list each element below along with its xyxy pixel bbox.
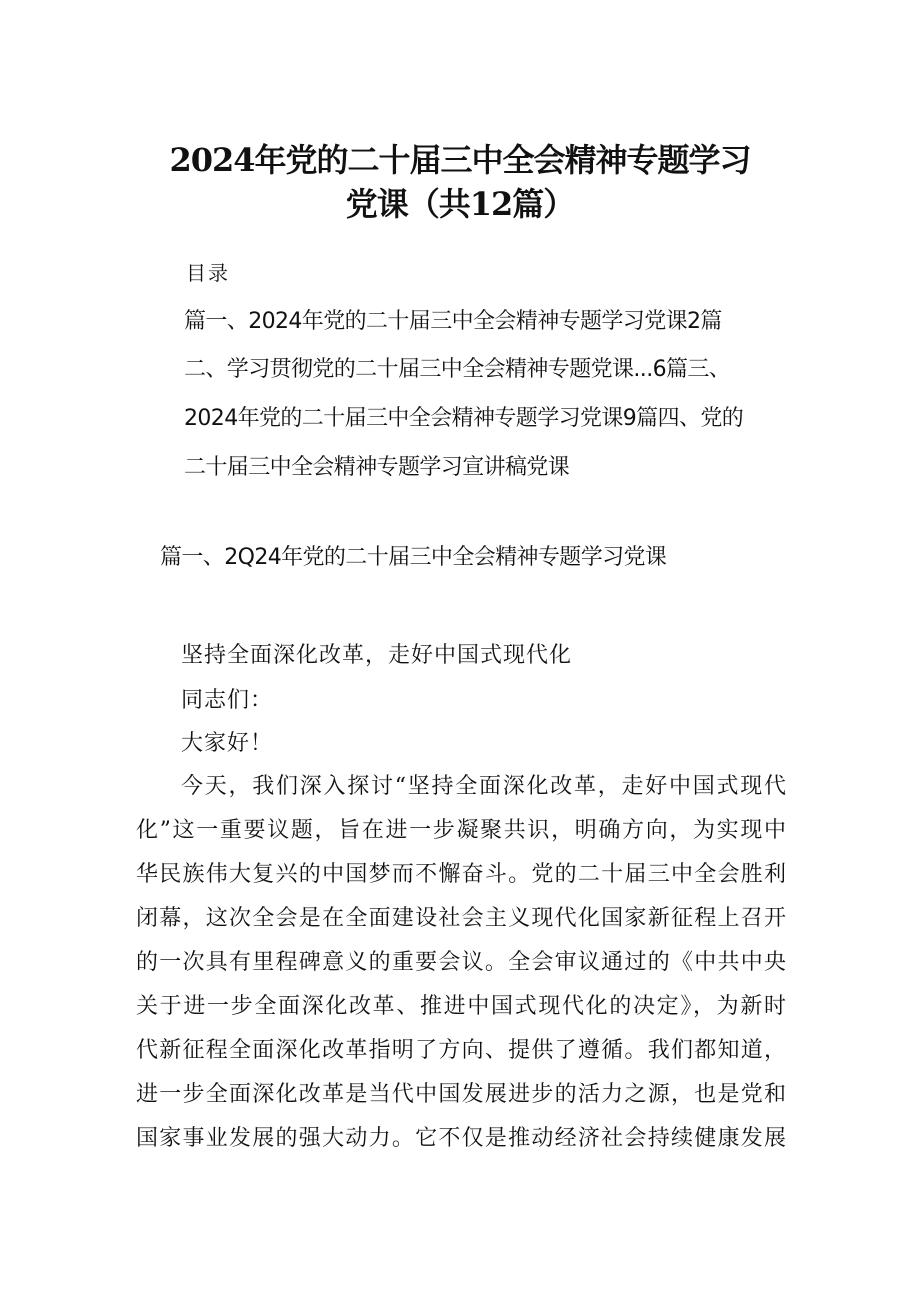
paragraph-line: 华民族伟大复兴的中国梦而不懈奋斗。党的二十届三中全会胜利 <box>136 862 786 887</box>
greeting-line: 大家好！ <box>181 731 274 756</box>
paragraph-line: 今天，我们深入探讨“坚持全面深化改革，走好中国式现代 <box>181 774 786 799</box>
greeting-line: 同志们： <box>181 688 274 713</box>
paragraph-line: 的一次具有里程碑意义的重要会议。全会审议通过的《中共中央 <box>136 950 786 975</box>
paragraph-line: 国家事业发展的强大动力。它不仅是推动经济社会持续健康发展 <box>136 1126 786 1151</box>
toc-line: 篇一、2024年党的二十届三中全会精神专题学习党课2篇 <box>184 309 722 334</box>
toc-line: 二、学习贯彻党的二十届三中全会精神专题党课...6篇三、 <box>184 357 731 382</box>
toc-line: 二十届三中全会精神专题学习宣讲稿党课 <box>184 455 570 480</box>
section-heading: 篇一、2Q24年党的二十届三中全会精神专题学习党课 <box>160 545 667 570</box>
paragraph-line: 化”这一重要议题，旨在进一步凝聚共识，明确方向，为实现中 <box>136 818 786 843</box>
paragraph-line: 闭幕，这次全会是在全面建设社会主义现代化国家新征程上召开 <box>136 906 786 931</box>
document-title-line-2: 党课（共12篇） <box>345 185 575 223</box>
paragraph-line: 代新征程全面深化改革指明了方向、提供了遵循。我们都知道， <box>136 1038 786 1063</box>
toc-heading: 目录 <box>186 261 230 285</box>
speech-title: 坚持全面深化改革，走好中国式现代化 <box>181 643 573 668</box>
toc-line: 2024年党的二十届三中全会精神专题学习党课9篇四、党的 <box>184 406 744 431</box>
document-title-line-1: 2024年党的二十届三中全会精神专题学习 <box>169 141 751 179</box>
paragraph-line: 关于进一步全面深化改革、推进中国式现代化的决定》，为新时 <box>136 994 786 1019</box>
paragraph-line: 进一步全面深化改革是当代中国发展进步的活力之源，也是党和 <box>136 1082 786 1107</box>
